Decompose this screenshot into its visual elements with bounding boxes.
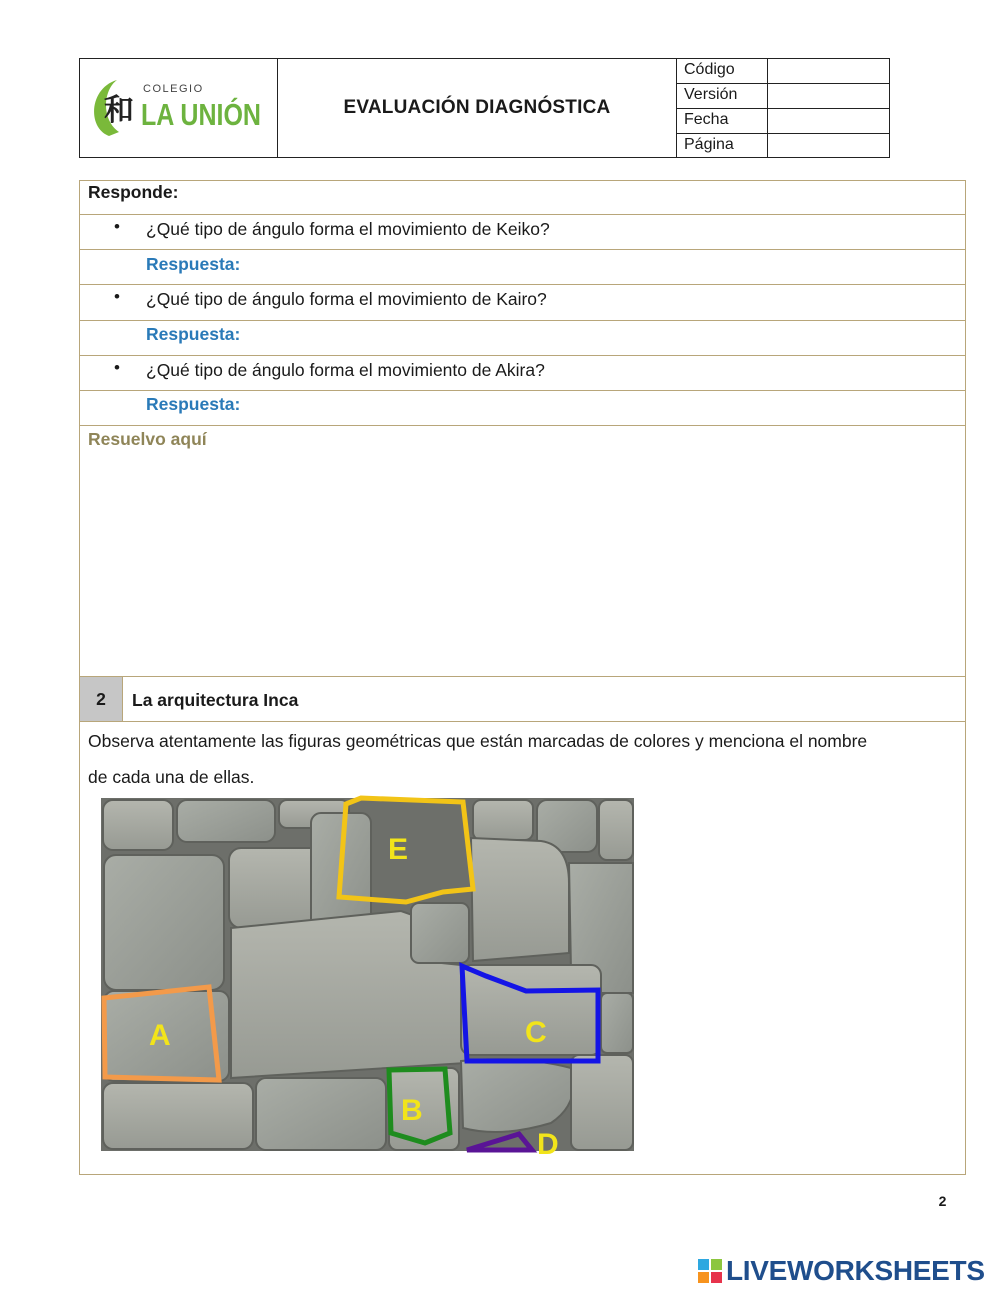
answer-field[interactable]: Respuesta: [146, 254, 241, 274]
section-instruction [88, 723, 867, 795]
document-meta-table [676, 58, 890, 158]
logo-small-text: COLEGIO [143, 83, 204, 95]
bullet-icon: • [114, 287, 120, 306]
shape-label: D [537, 1128, 559, 1161]
row-divider [79, 284, 966, 285]
logo-big-text: LA UNIÓN [141, 97, 278, 132]
document-title: EVALUACIÓN DIAGNÓSTICA [343, 97, 611, 118]
page-number: 2 [938, 1193, 947, 1209]
meta-row-version [677, 83, 890, 109]
shape-label: B [401, 1094, 423, 1127]
instruction-line: de cada una de ellas. [88, 767, 255, 787]
bullet-icon: • [114, 217, 120, 236]
shape-label: E [388, 833, 409, 866]
meta-label: Código [677, 58, 768, 83]
meta-label: Versión [677, 83, 768, 108]
instruction-line: Observa atentamente las figuras geométricas que están marcadas de colores y menciona el nombre [88, 731, 868, 751]
row-divider [79, 721, 966, 722]
school-logo [79, 58, 278, 158]
question-text: ¿Qué tipo de ángulo forma el movimiento de Kairo? [146, 289, 547, 309]
shape-label: A [149, 1019, 171, 1052]
section-number: 2 [80, 677, 123, 721]
meta-row-pagina [677, 133, 890, 158]
meta-row-codigo [677, 58, 890, 84]
row-divider [79, 355, 966, 356]
meta-label: Fecha [677, 108, 768, 133]
question-text: ¿Qué tipo de ángulo forma el movimiento de Keiko? [146, 219, 550, 239]
question-text: ¿Qué tipo de ángulo forma el movimiento de Akira? [146, 360, 545, 380]
meta-row-fecha [677, 108, 890, 134]
liveworksheets-blocks-icon [698, 1259, 722, 1283]
row-divider [79, 214, 966, 215]
resolve-work-area[interactable] [80, 452, 965, 674]
row-divider [79, 320, 966, 321]
bullet-icon: • [114, 358, 120, 377]
responde-label: Responde: [88, 182, 179, 202]
shape-label: C [525, 1016, 547, 1049]
row-divider [79, 390, 966, 391]
school-logo-graphic [79, 58, 278, 158]
section-title: La arquitectura Inca [132, 690, 299, 710]
inca-wall-photo [101, 793, 634, 1161]
answer-field[interactable]: Respuesta: [146, 324, 241, 344]
row-divider [79, 676, 966, 677]
liveworksheets-logo [698, 1254, 998, 1288]
logo-kanji: 和 [104, 93, 134, 128]
row-divider [79, 425, 966, 426]
resolve-area-label: Resuelvo aquí [88, 429, 207, 449]
meta-label: Página [677, 133, 768, 158]
liveworksheets-brand: LIVEWORKSHEETS [726, 1255, 985, 1286]
row-divider [79, 249, 966, 250]
answer-field[interactable]: Respuesta: [146, 394, 241, 414]
